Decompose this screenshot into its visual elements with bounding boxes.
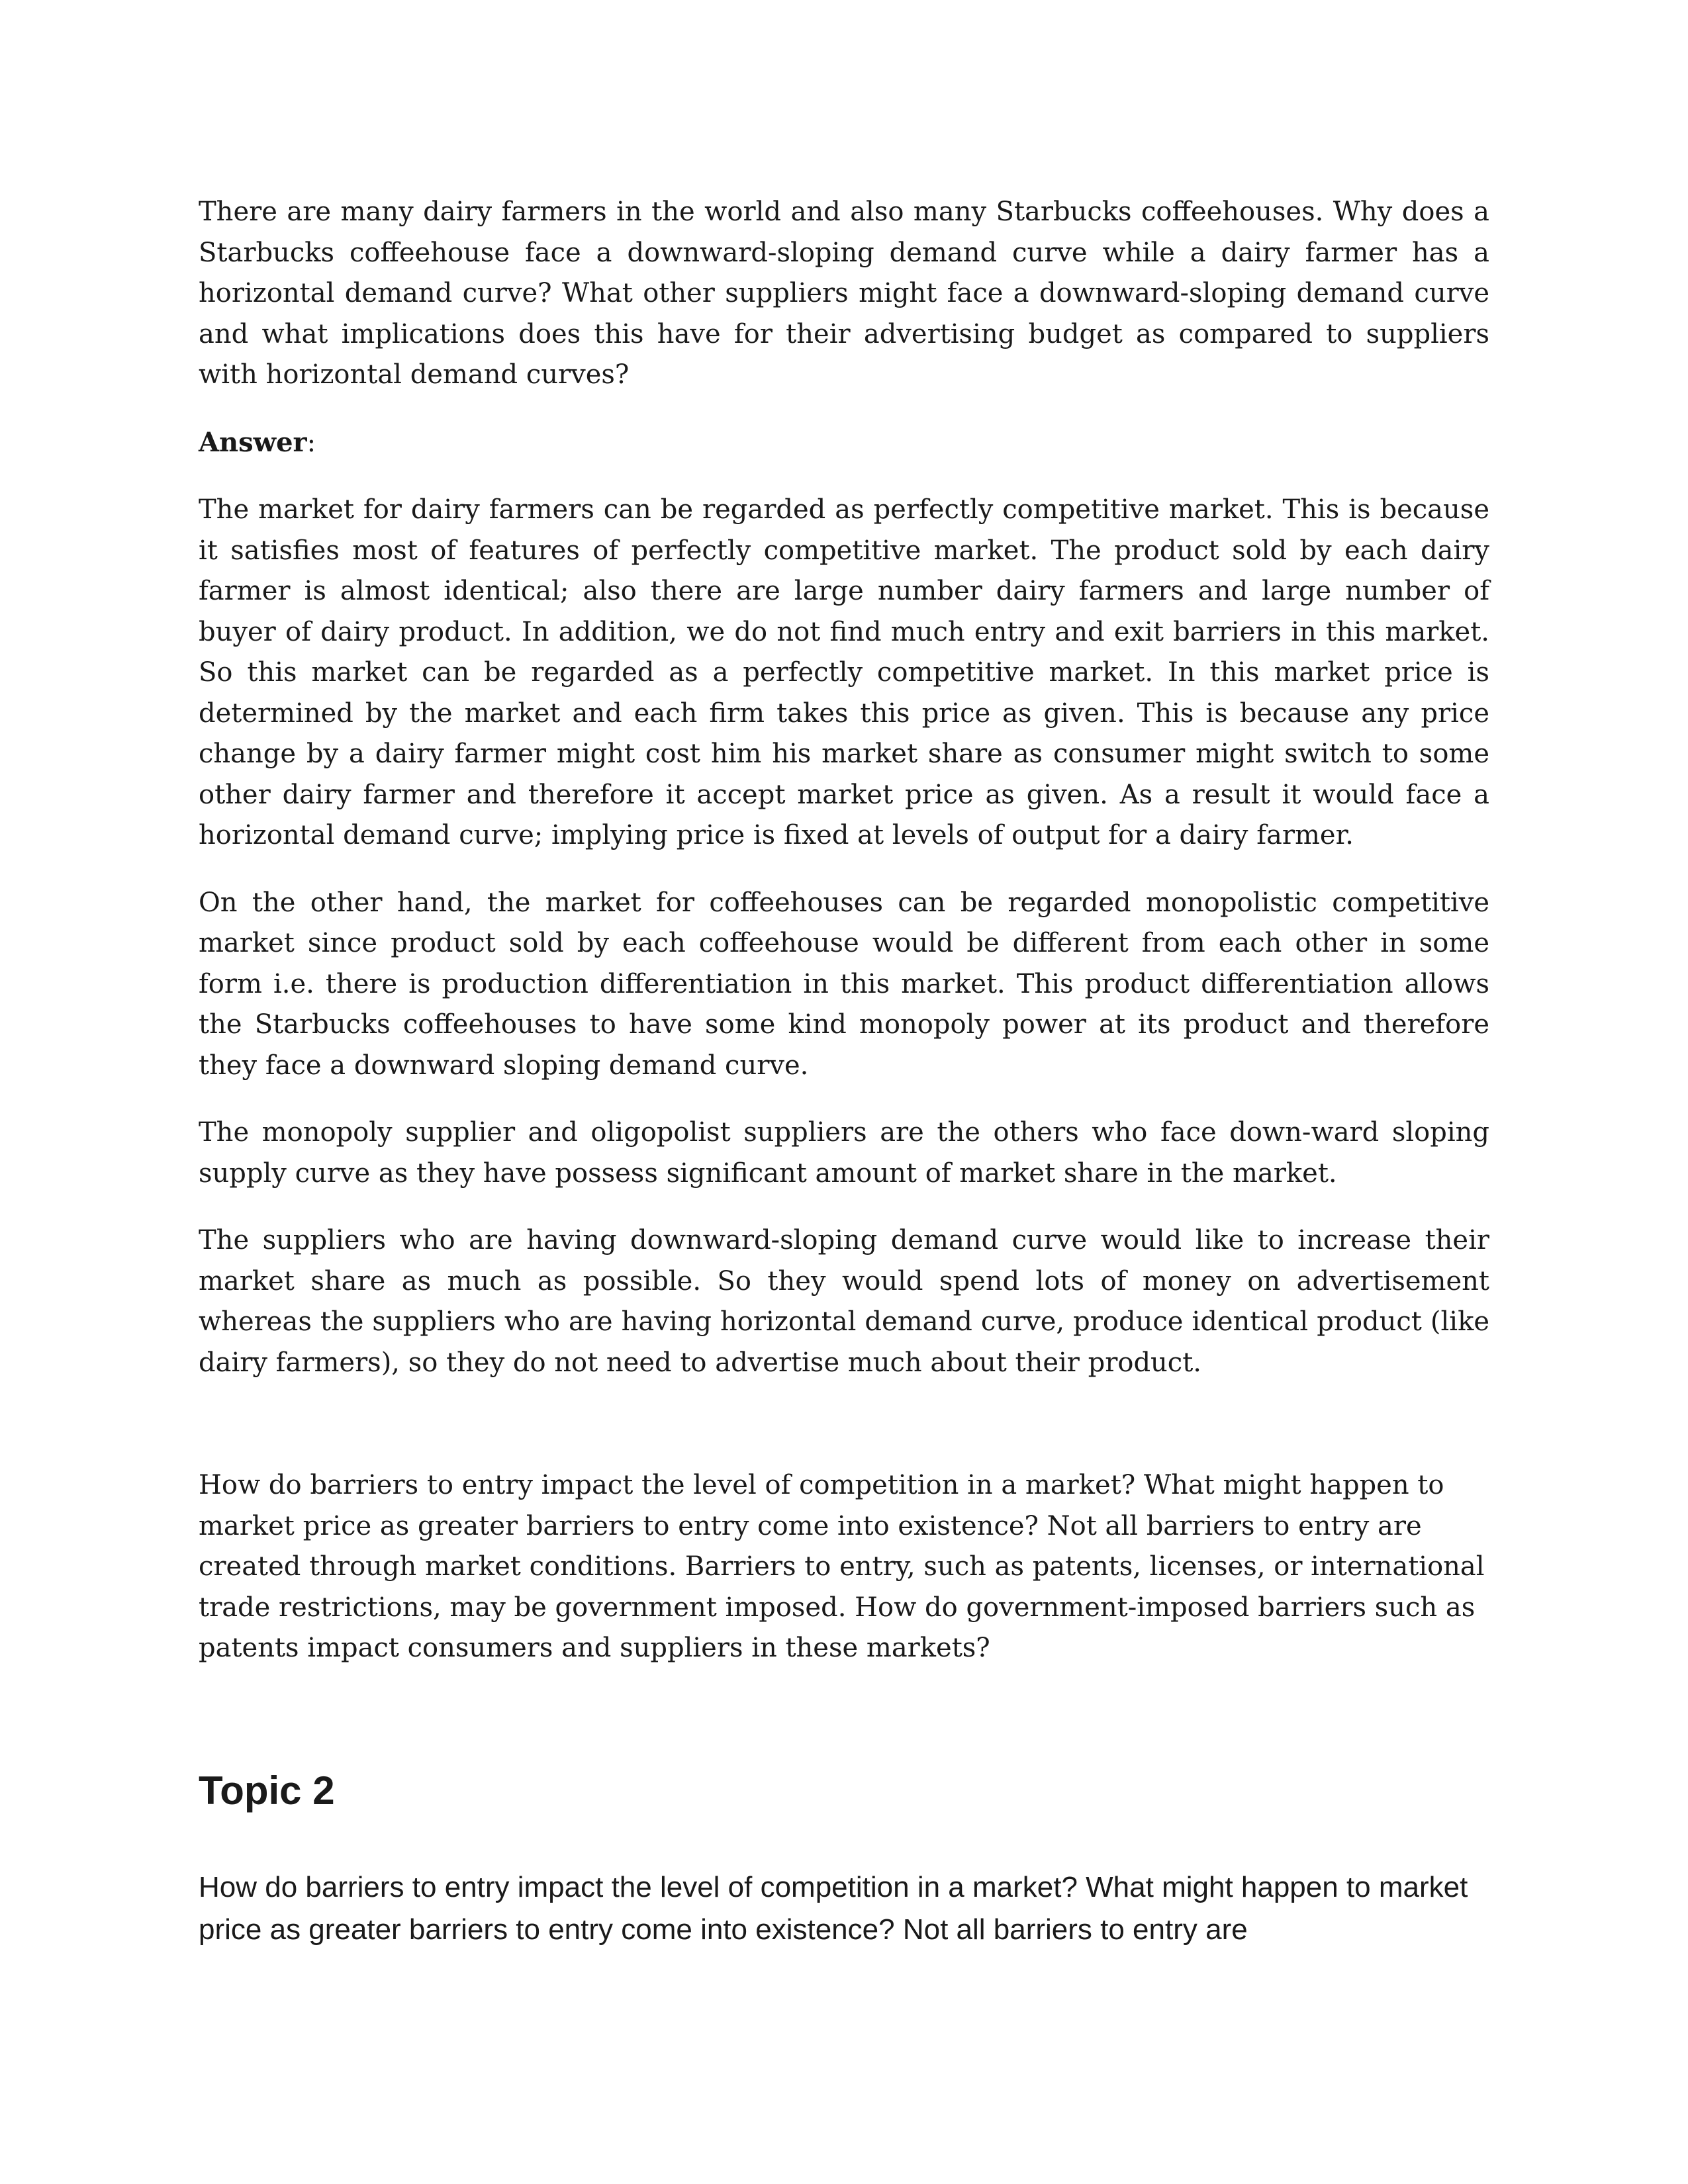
question-1: There are many dairy farmers in the world and also many Starbucks coffeehouses. Why does a Starbucks coffeehouse face a downward-sloping demand curve while a dairy farmer has a horizontal demand curve? What other suppliers might face a downward-sloping demand curve and what implications does this have for their advertising budget as compared to suppliers with horizontal demand curves? — [199, 197, 1489, 390]
answer-paragraph-1: The market for dairy farmers can be regarded as perfectly competitive market. This is because it satisfies most of features of perfectly competitive market. The product sold by each dairy farmer is almost identical; also there are large number dairy farmers and large number of buyer of dairy product. In addition, we do not find much entry and exit barriers in this market. So this market can be regarded as a perfectly competitive market. In this market price is determined by the market and each firm takes this price as given. This is because any price change by a dairy farmer might cost him his market share as consumer might switch to some other dairy farmer and therefore it accept market price as given. As a result it would face a horizontal demand curve; implying price is fixed at levels of output for a dairy farmer. — [199, 494, 1489, 850]
topic-heading: Topic 2 — [199, 1768, 335, 1813]
answer-paragraph-4: The suppliers who are having downward-sloping demand curve would like to increase their market share as much as possible. So they would spend lots of money on advertisement whereas the suppliers who are having horizontal demand curve, produce identical product (like dairy farmers), so they do not need to advertise much about their product. — [199, 1225, 1489, 1378]
question-2: How do barriers to entry impact the level of competition in a market? What might happen to market price as greater barriers to entry come into existence? Not all barriers to entry are created through market conditions. Barriers to entry, such as patents, licenses, or international trade restrictions, may be government imposed. How do government-imposed barriers such as patents impact consumers and suppliers in these markets? — [199, 1470, 1485, 1663]
answer-paragraph-3: The monopoly supplier and oligopolist suppliers are the others who face down-ward sloping supply curve as they have possess significant amount of market share in the market. — [199, 1117, 1489, 1189]
answer-label: Answer — [199, 426, 307, 458]
document-page — [199, 192, 1489, 1951]
answer-colon: : — [306, 427, 316, 458]
topic-question-text: How do barriers to entry impact the level of competition in a market? What might happen to market price as greater barriers to entry come into existence? Not all barriers to entry are — [199, 1870, 1468, 1946]
answer-paragraph-2: On the other hand, the market for coffeehouses can be regarded monopolistic competitive market since product sold by each coffeehouse would be different from each other in some form i.e. there is production differentiation in this market. This product differentiation allows the Starbucks coffeehouses to have some kind monopoly power at its product and therefore they face a downward sloping demand curve. — [199, 887, 1489, 1081]
answer-heading — [199, 422, 1489, 464]
